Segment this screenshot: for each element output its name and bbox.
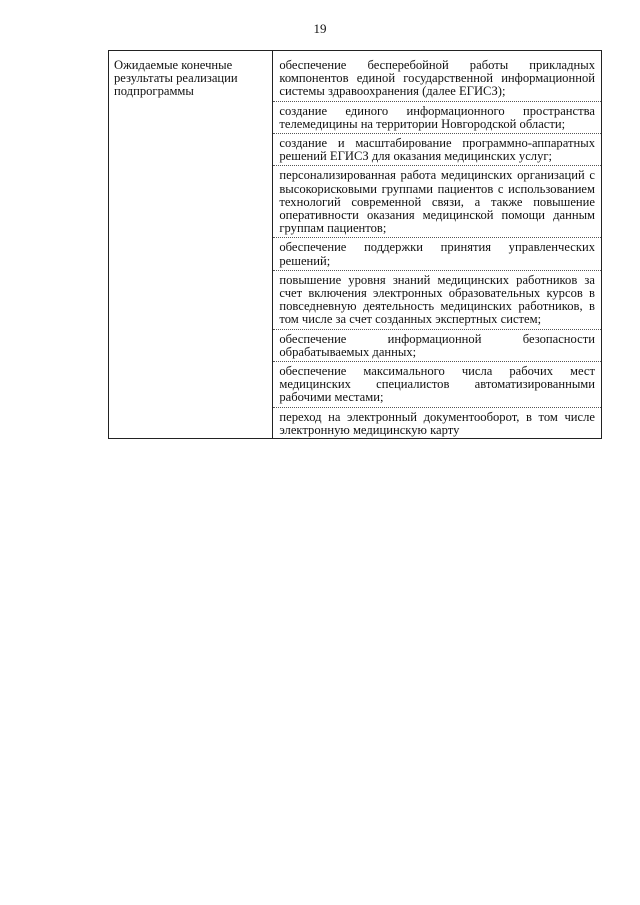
list-item: обеспечение поддержки принятия управленческих решений; — [273, 238, 601, 270]
page-number: 19 — [313, 21, 327, 36]
list-item: создание единого информационного пространства телемедицины на территории Новгородской области; — [273, 102, 601, 134]
results-list — [273, 51, 601, 438]
results-table — [108, 50, 602, 439]
list-item: повышение уровня знаний медицинских работников за счет включения электронных образовательных курсов в повседневную деятельность медицинских работников, в том числе за счет созданных экспертных систем; — [273, 271, 601, 330]
list-item: обеспечение информационной безопасности обрабатываемых данных; — [273, 330, 601, 362]
list-item: обеспечение бесперебойной работы прикладных компонентов единой государственной информационной системы здравоохранения (далее ЕГИСЗ); — [273, 51, 601, 102]
table-row-label: Ожидаемые конечные результаты реализации подпрограммы — [109, 51, 273, 438]
list-item: переход на электронный документооборот, в том числе электронную медицинскую карту — [279, 409, 595, 437]
list-item: обеспечение максимального числа рабочих мест медицинских специалистов автоматизированными рабочими местами; — [273, 362, 601, 408]
list-item: создание и масштабирование программно-аппаратных решений ЕГИСЗ для оказания медицинских услуг; — [273, 134, 601, 166]
list-item: персонализированная работа медицинских организаций с высокорисковыми группами пациентов с использованием технологий современной связи, а также повышение оперативности оказания медицинской помощи данным группам пациентов; — [273, 166, 601, 238]
